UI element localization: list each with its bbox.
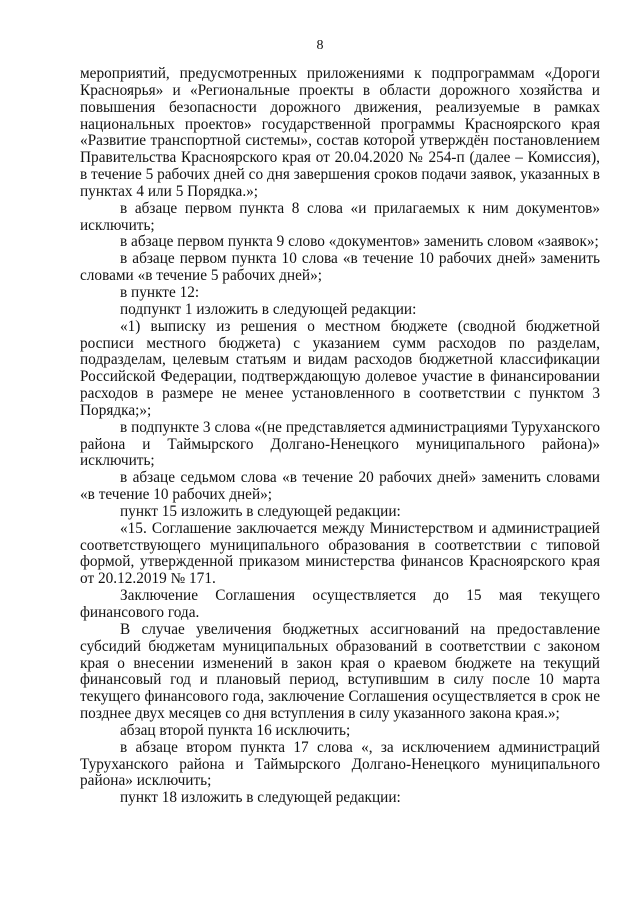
paragraph-1: мероприятий, предусмотренных приложениями к подпрограммам «Дороги Красноярья» и «Региональные проекты в области дорожного хозяйства и повышения безопасности дорожного движения, реализуемые в рамках национальных проектов» государственной программы Красноярского края «Развитие транспортной системы», состав которой утверждён постановлением Правительства Красноярского края от 20.04.2020 № 254-п (далее – Комиссия), в течение 5 рабочих дней со дня завершения сроков подачи заявок, указанных в пунктах 4 или 5 Порядка.»; — [80, 65, 600, 200]
paragraph-7: «1) выписку из решения о местном бюджете (сводной бюджетной росписи местного бюджета) с указанием сумм расходов по разделам, подразделам, целевым статьям и видам расходов бюджетной классификации Российской Федерации, подтверждающую долевое участие в финансировании расходов в размере не менее установленного в соответствии с пунктом 3 Порядка;»; — [80, 317, 600, 419]
paragraph-14: абзац второй пункта 16 исключить; — [120, 721, 351, 739]
page-number: 8 — [316, 38, 324, 53]
paragraph-15: в абзаце втором пункта 17 слова «, за исключением администраций Туруханского района и Таймырского Долгано-Ненецкого муниципального района» исключить; — [80, 738, 600, 790]
paragraph-16: пункт 18 изложить в следующей редакции: — [120, 789, 401, 807]
paragraph-8: в подпункте 3 слова «(не представляется администрациями Туруханского района и Таймырского Долгано-Ненецкого муниципального района)» исключить; — [80, 418, 600, 470]
document-body — [80, 66, 600, 807]
paragraph-4: в абзаце первом пункта 10 слова «в течение 10 рабочих дней» заменить словами «в течение 5 рабочих дней»; — [80, 250, 600, 285]
paragraph-9: в абзаце седьмом слова «в течение 20 рабочих дней» заменить словами «в течение 10 рабочих дней»; — [80, 469, 600, 504]
paragraph-13: В случае увеличения бюджетных ассигнований на предоставление субсидий бюджетам муниципальных образований в соответствии с законом края о внесении изменений в закон края о краевом бюджете на текущий финансовый год и плановый период, вступившим в силу после 10 марта текущего финансового года, заключение Соглашения осуществляется в срок не позднее двух месяцев со дня вступления в силу указанного закона края.»; — [80, 620, 600, 723]
paragraph-2: в абзаце первом пункта 8 слова «и прилагаемых к ним документов» исключить; — [80, 199, 600, 234]
paragraph-11: «15. Соглашение заключается между Министерством и администрацией соответствующего муниципального образования в соответствии с типовой формой, утвержденной приказом министерства финансов Красноярского края от 20.12.2019 № 171. — [80, 519, 600, 588]
paragraph-12: Заключение Соглашения осуществляется до 15 мая текущего финансового года. — [80, 587, 600, 621]
paragraph-6: подпункт 1 изложить в следующей редакции: — [120, 300, 417, 318]
paragraph-5: в пункте 12: — [120, 283, 200, 301]
paragraph-3: в абзаце первом пункта 9 слово «документов» заменить словом «заявок»; — [120, 233, 599, 251]
paragraph-10: пункт 15 изложить в следующей редакции: — [120, 502, 401, 520]
